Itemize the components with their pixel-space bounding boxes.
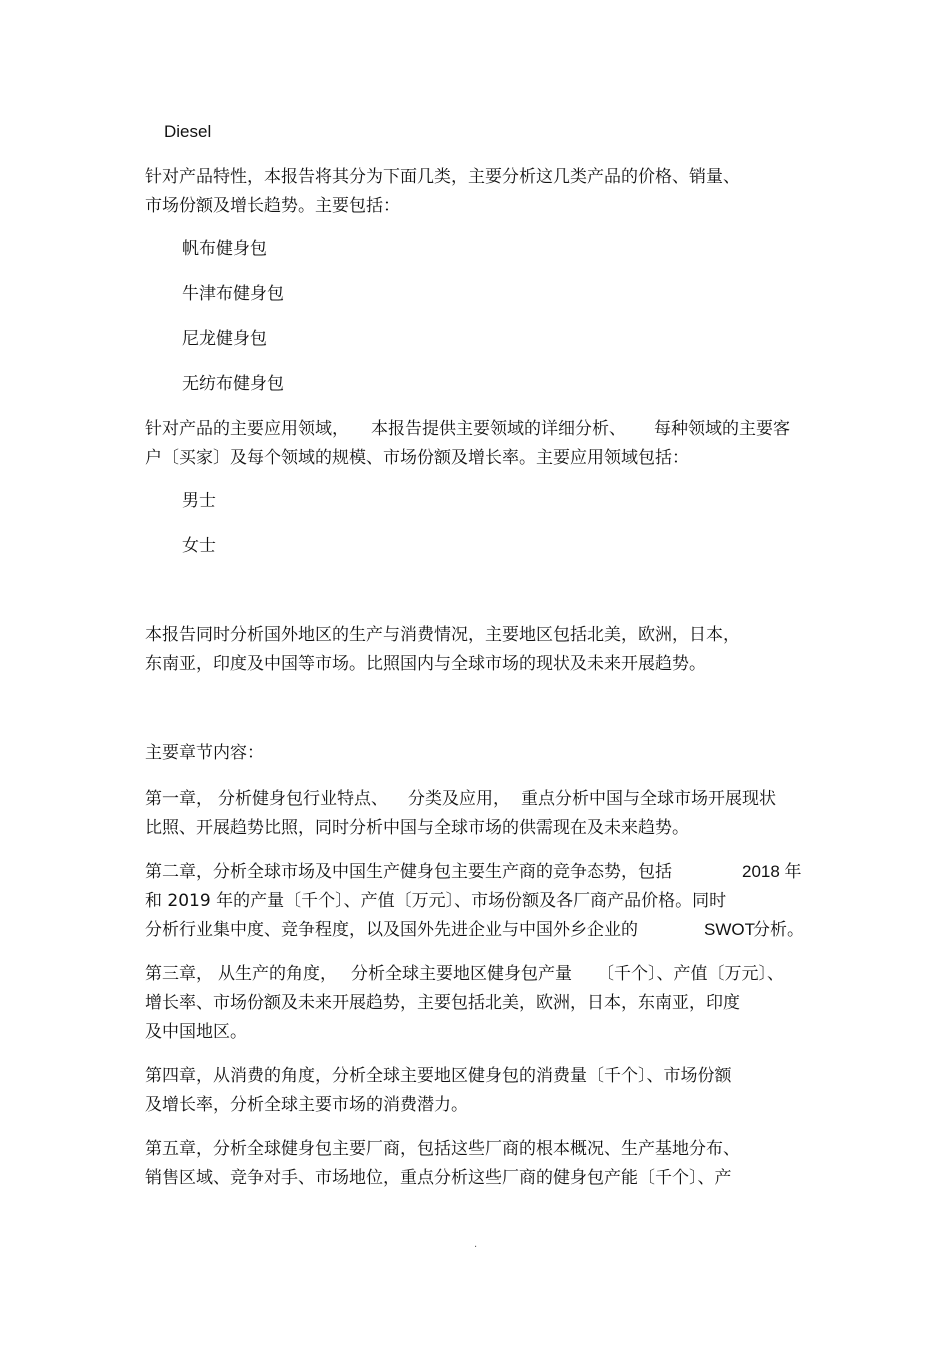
regions-line-2: 东南亚，印度及中国等市场。比照国内与全球市场的现状及未来开展趋势。 — [145, 654, 706, 674]
chapter3-line-1b: 从生产的角度， — [218, 964, 337, 984]
chapter1-line-2: 比照、开展趋势比照，同时分析中国与全球市场的供需现在及未来趋势。 — [145, 818, 689, 838]
product-type-item: 尼龙健身包 — [182, 329, 267, 349]
chapter2-line-3a: 分析行业集中度、竞争程度，以及国外先进企业与中国外乡企业的 — [145, 920, 638, 940]
chapter4-line-2: 及增长率，分析全球主要市场的消费潜力。 — [145, 1095, 468, 1115]
product-type-item: 无纺布健身包 — [182, 374, 284, 394]
types-intro-line-2: 市场份额及增长趋势。主要包括： — [145, 196, 400, 216]
chapter4-line-1: 第四章，从消费的角度，分析全球主要地区健身包的消费量〔千个〕、市场份额 — [145, 1066, 732, 1086]
product-type-item: 帆布健身包 — [182, 239, 267, 259]
footer-mark: . — [474, 1239, 478, 1250]
chapter2-line-3c: 分析。 — [753, 920, 804, 940]
chapter3-line-2: 增长率、市场份额及未来开展趋势，主要包括北美，欧洲，日本，东南亚，印度 — [145, 993, 740, 1013]
chapter3-line-1d: 〔千个〕、产值〔万元〕、 — [597, 964, 784, 984]
chapter1-line-1a: 第一章， — [145, 789, 213, 809]
chapter3-line-1c: 分析全球主要地区健身包产量 — [351, 964, 572, 984]
regions-line-1: 本报告同时分析国外地区的生产与消费情况，主要地区包括北美，欧洲，日本， — [145, 625, 740, 645]
chapters-heading: 主要章节内容： — [145, 743, 264, 763]
chapter5-line-1: 第五章，分析全球健身包主要厂商，包括这些厂商的根本概况、生产基地分布、 — [145, 1139, 740, 1159]
chapter3-line-1a: 第三章， — [145, 964, 213, 984]
applications-intro-line-1a: 针对产品的主要应用领域， — [145, 419, 349, 439]
chapter1-line-1b: 分析健身包行业特点、 — [218, 789, 388, 809]
types-intro-line-1: 针对产品特性，本报告将其分为下面几类，主要分析这几类产品的价格、销量、 — [145, 167, 740, 187]
application-item: 男士 — [182, 491, 216, 511]
chapter1-line-1c: 分类及应用， — [408, 789, 510, 809]
chapter1-line-1d: 重点分析中国与全球市场开展现状 — [521, 789, 776, 809]
applications-intro-line-1c: 每种领域的主要客 — [654, 419, 790, 439]
application-item: 女士 — [182, 536, 216, 556]
chapter2-line-1a: 第二章，分析全球市场及中国生产健身包主要生产商的竞争态势，包括 — [145, 862, 672, 882]
chapter2-line-2: 和 2019 年的产量〔千个〕、产值〔万元〕、市场份额及各厂商产品价格。同时 — [145, 891, 727, 911]
chapter2-line-3b: SWOT — [704, 920, 755, 939]
chapter5-line-2: 销售区域、竞争对手、市场地位，重点分析这些厂商的健身包产能〔千个〕、产 — [145, 1168, 732, 1188]
chapter3-line-3: 及中国地区。 — [145, 1022, 247, 1042]
product-type-item: 牛津布健身包 — [182, 284, 284, 304]
applications-intro-line-1b: 本报告提供主要领域的详细分析、 — [371, 419, 626, 439]
chapter2-line-1b: 2018 年 — [742, 862, 802, 881]
applications-intro-line-2: 户〔买家〕及每个领域的规模、市场份额及增长率。主要应用领域包括： — [145, 448, 689, 468]
brand-line: Diesel — [164, 122, 212, 141]
